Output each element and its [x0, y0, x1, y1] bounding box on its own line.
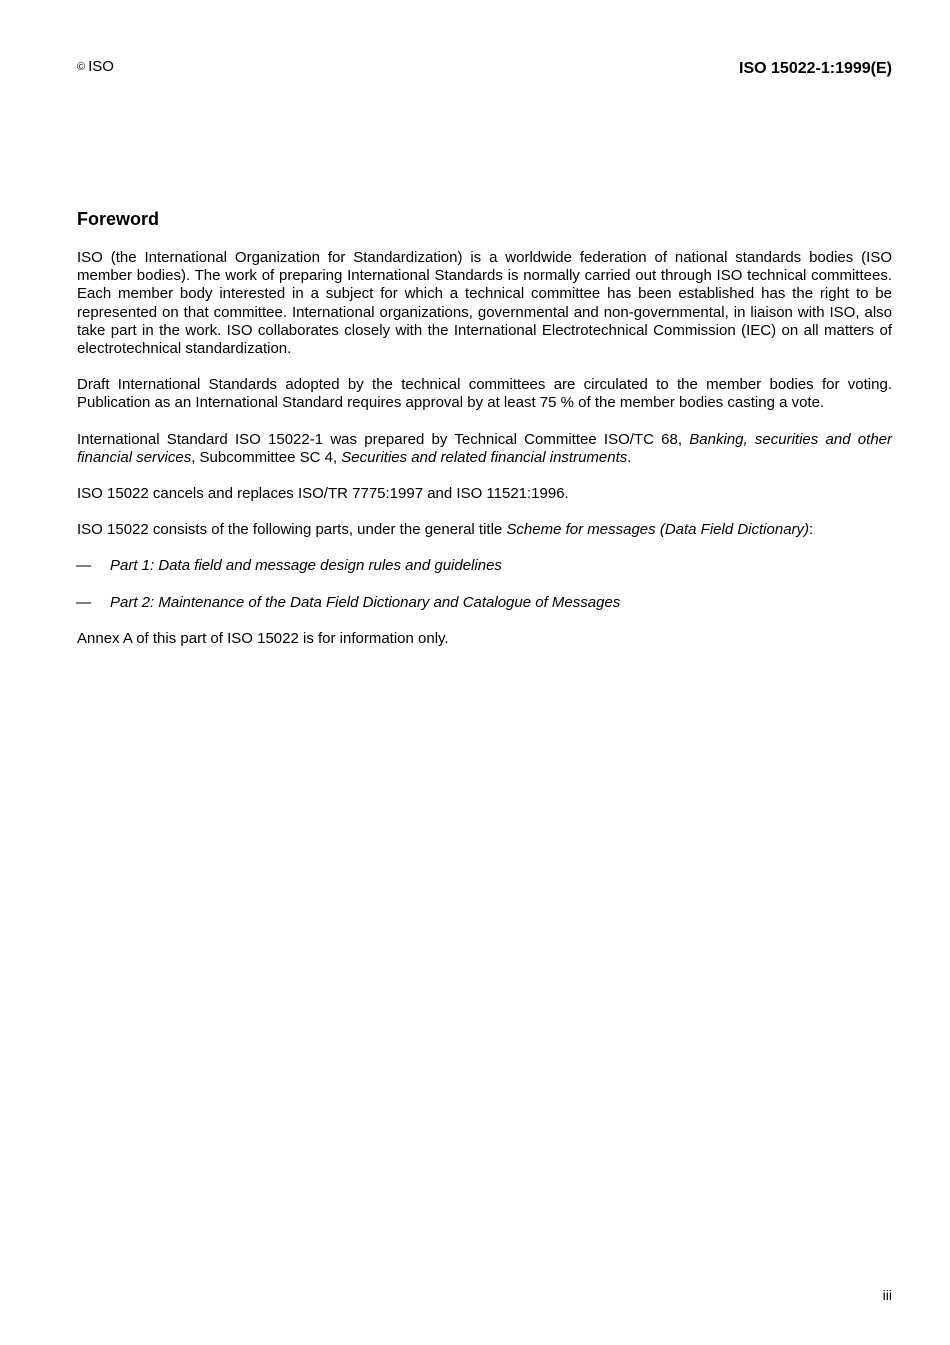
dash-bullet: —: [76, 557, 91, 575]
preparation-text-2: , Subcommittee SC 4,: [191, 448, 342, 466]
paragraph-parts-intro: [77, 521, 892, 539]
paragraph-preparation: [77, 431, 892, 467]
copyright-symbol: ©: [77, 61, 86, 73]
header-org: ISO: [88, 58, 114, 75]
preparation-text-1: International Standard ISO 15022-1 was prepared by Technical Committee ISO/TC 68,: [77, 430, 690, 448]
header-copyright: [77, 58, 114, 76]
list-item: [77, 557, 892, 575]
parts-intro-text: ISO 15022 consists of the following parts, under the general title: [77, 521, 507, 539]
paragraph-iso-overview: ISO (the International Organization for Standardization) is a worldwide federation of national standards bodies (ISO member bodies). The work of preparing International Standards is normally carried out through ISO technical committees. Each member body interested in a subject for which a technical committee has been established has the right to be represented on that committee. International organizations, governmental and non-governmental, in liaison with ISO, also take part in the work. ISO collaborates closely with the International Electrotechnical Commission (IEC) on all matters of electrotechnical standardization.: [77, 249, 892, 358]
list-item: [77, 594, 892, 612]
preparation-text-3: .: [627, 448, 632, 466]
foreword-section: [77, 208, 892, 666]
part-1-title: Part 1: Data field and message design rules and guidelines: [110, 557, 502, 575]
dash-bullet: —: [76, 593, 91, 611]
paragraph-draft-standards: Draft International Standards adopted by the technical committees are circulated to the member bodies for voting. Publication as an International Standard requires approval by at least 75 % of the member bodies casting a vote.: [77, 376, 892, 412]
paragraph-annex-note: Annex A of this part of ISO 15022 is for information only.: [77, 629, 449, 647]
parts-intro-colon: :: [809, 521, 814, 539]
header-document-id: ISO 15022-1:1999(E): [739, 60, 892, 77]
paragraph-replaces: ISO 15022 cancels and replaces ISO/TR 7775:1997 and ISO 11521:1996.: [77, 485, 569, 503]
section-title: Foreword: [77, 209, 160, 229]
subcommittee-title: Securities and related financial instruments: [341, 448, 628, 466]
page-number: iii: [882, 1287, 892, 1303]
general-title: Scheme for messages (Data Field Dictionary): [506, 521, 810, 539]
part-2-title: Part 2: Maintenance of the Data Field Dictionary and Catalogue of Messages: [110, 593, 621, 611]
committee-title: Banking, securities and other financial services: [77, 430, 892, 466]
